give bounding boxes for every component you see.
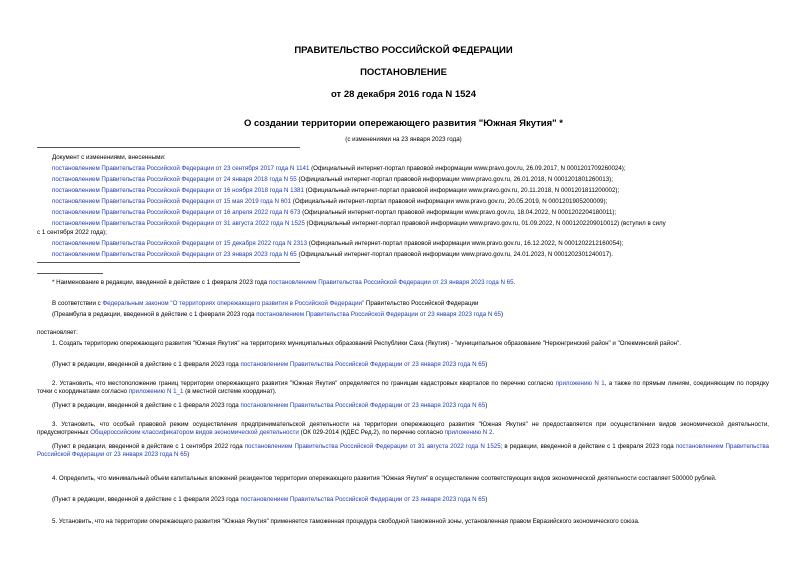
amendments-intro: Документ с изменениями, внесенными:	[52, 154, 166, 161]
amendment-item: постановлением Правительства Российской Федерации от 23 января 2023 года N 65 (Официальный интернет-портал правовой информации www.pravo.gov.ru, 24.01.2023, N 0001202301240017).	[52, 251, 613, 258]
federal-law-link[interactable]: Федеральным законом "О территориях опережающего развития в Российской Федерации"	[102, 300, 365, 307]
footnote-divider	[37, 273, 103, 274]
note-link[interactable]: постановлением Правительства Российской Федерации от 23 января 2023 года N 65	[37, 443, 769, 459]
divider	[37, 147, 300, 148]
amendment-link[interactable]: постановлением Правительства Российской Федерации от 23 сентября 2017 года N 1141	[52, 165, 310, 172]
divider	[37, 262, 300, 263]
amendment-item-continuation: с 1 сентября 2022 года);	[37, 229, 107, 236]
appendix-1-link[interactable]: приложению N 1	[555, 380, 605, 387]
document-date: от 28 декабря 2016 года N 1524	[330, 89, 476, 100]
paragraph-3: 3. Установить, что особый правовой режим осуществления предпринимательской деятельности на территории опережающего развития "Южная Якутия" не предоставляется при осуществлении видов экономической деятельности, предусмотренных Общероссийским классификатором видов экономической деятельности (ОК 029-2014 (КДЕС Ред.2), по перечню согласно приложению N 2.	[37, 421, 769, 437]
changes-note: (с изменениями на 23 января 2023 года)	[345, 136, 462, 143]
preamble: В соответствии с Федеральным законом "О территориях опережающего развития в Российской Федерации" Правительство Российской Федерации	[52, 300, 479, 307]
okved-link[interactable]: Общероссийским классификатором видов экономической деятельности	[90, 429, 299, 437]
paragraph-3-note: (Пункт в редакции, введенной в действие с 1 сентября 2022 года постановлением Правительства Российской Федерации от 31 августа 2022 года N 1525; в редакции, введенной в действие с 1 февраля 2023 года постановлением Правительства Российской Федерации от 23 января 2023 года N 65)	[37, 443, 769, 459]
note-link[interactable]: постановлением Правительства Российской Федерации от 23 января 2023 года N 65	[240, 496, 486, 503]
amendment-item: постановлением Правительства Российской Федерации от 24 января 2018 года N 55 (Официальный интернет-портал правовой информации www.pravo.gov.ru, 26.01.2018, N 0001201801260013);	[52, 176, 613, 183]
amendment-link[interactable]: постановлением Правительства Российской Федерации от 16 ноября 2018 года N 1381	[52, 187, 304, 194]
footnote: * Наименование в редакции, введенной в действие с 1 февраля 2023 года постановлением Правительства Российской Федерации от 23 января 2023 года N 65.	[52, 279, 516, 286]
amendment-item: постановлением Правительства Российской Федерации от 31 августа 2022 года N 1525 (Официальный интернет-портал правовой информации www.pravo.gov.ru, 01.09.2022, N 0001202209010012) (вступил в силу	[52, 220, 666, 227]
amendment-link[interactable]: постановлением Правительства Российской Федерации от 15 мая 2019 года N 601	[52, 198, 292, 205]
paragraph-2-note: (Пункт в редакции, введенной в действие с 1 февраля 2023 года постановлением Правительства Российской Федерации от 23 января 2023 года N 65)	[52, 402, 488, 409]
amendment-item: постановлением Правительства Российской Федерации от 15 декабря 2022 года N 2313 (Официальный интернет-портал правовой информации www.pravo.gov.ru, 16.12.2022, N 0001202212160054);	[52, 240, 624, 247]
note-link[interactable]: постановлением Правительства Российской Федерации от 23 января 2023 года N 65	[256, 311, 501, 318]
amendment-item: постановлением Правительства Российской Федерации от 23 сентября 2017 года N 1141 (Официальный интернет-портал правовой информации www.pravo.gov.ru, 26.09.2017, N 0001201709260024);	[52, 165, 626, 172]
appendix-2-link[interactable]: приложению N 2	[444, 429, 493, 437]
preamble-note: (Преамбула в редакции, введенной в действие с 1 февраля 2023 года постановлением Правительства Российской Федерации от 23 января 2023 года N 65)	[52, 311, 504, 318]
paragraph-4: 4. Определить, что минимальный объем капитальных вложений резидентов территории опережающего развития "Южная Якутия" в осуществление соответствующих видов экономической деятельности составляет 500000 рублей.	[52, 475, 717, 482]
note-link[interactable]: постановлением Правительства Российской Федерации от 23 января 2023 года N 65	[240, 402, 486, 409]
note-link[interactable]: постановлением Правительства Российской Федерации от 23 января 2023 года N 65	[240, 361, 486, 368]
paragraph-1: 1. Создать территорию опережающего развития "Южная Якутия" на территориях муниципальных образований Республики Саха (Якутия) - "муниципальное образование "Нерюнгринский район" и "Олекминский район".	[52, 340, 681, 347]
paragraph-1-note: (Пункт в редакции, введенной в действие с 1 февраля 2023 года постановлением Правительства Российской Федерации от 23 января 2023 года N 65)	[52, 361, 488, 368]
note-link[interactable]: постановлением Правительства Российской Федерации от 31 августа 2022 года N 1525	[244, 443, 501, 450]
amendment-item: постановлением Правительства Российской Федерации от 16 ноября 2018 года N 1381 (Официальный интернет-портал правовой информации www.pravo.gov.ru, 20.11.2018, N 0001201811200002);	[52, 187, 620, 194]
amendment-link[interactable]: постановлением Правительства Российской Федерации от 23 января 2023 года N 65	[52, 251, 297, 258]
paragraph-4-note: (Пункт в редакции, введенной в действие с 1 февраля 2023 года постановлением Правительства Российской Федерации от 23 января 2023 года N 65)	[52, 496, 488, 503]
appendix-1-1-link[interactable]: приложению N 1_1	[128, 388, 184, 396]
paragraph-2: 2. Установить, что местоположение границ территории опережающего развития "Южная Якутия" определяется по границам кадастровых кварталов по перечню согласно приложению N 1, а также по прямым линиям, соединяющим по порядку точки с координатами согласно приложению N 1_1 (в местной системе координат).	[37, 380, 769, 396]
document-title: О создании территории опережающего развития "Южная Якутия" *	[243, 118, 564, 129]
amendment-item: постановлением Правительства Российской Федерации от 16 апреля 2022 года N 673 (Официальный интернет-портал правовой информации www.pravo.gov.ru, 18.04.2022, N 0001202204180011);	[52, 209, 617, 216]
amendment-link[interactable]: постановлением Правительства Российской Федерации от 16 апреля 2022 года N 673	[52, 209, 301, 216]
amendment-link[interactable]: постановлением Правительства Российской Федерации от 31 августа 2022 года N 1525	[52, 220, 305, 227]
government-name: ПРАВИТЕЛЬСТВО РОССИЙСКОЙ ФЕДЕРАЦИИ	[294, 45, 513, 56]
amendment-link[interactable]: постановлением Правительства Российской Федерации от 15 декабря 2022 года N 2313	[52, 240, 308, 247]
amendment-item: постановлением Правительства Российской Федерации от 15 мая 2019 года N 601 (Официальный интернет-портал правовой информации www.pravo.gov.ru, 20.05.2019, N 0001201905200009);	[52, 198, 608, 205]
paragraph-5: 5. Установить, что на территории опережающего развития "Южная Якутия" применяется таможенная процедура свободной таможенной зоны, установленная правом Евразийского экономического союза.	[52, 518, 640, 525]
amendment-link[interactable]: постановлением Правительства Российской Федерации от 24 января 2018 года N 55	[52, 176, 297, 183]
footnote-link[interactable]: постановлением Правительства Российской Федерации от 23 января 2023 года N 65	[268, 279, 514, 286]
resolves: постановляет:	[37, 329, 78, 336]
document-type: ПОСТАНОВЛЕНИЕ	[360, 67, 447, 78]
